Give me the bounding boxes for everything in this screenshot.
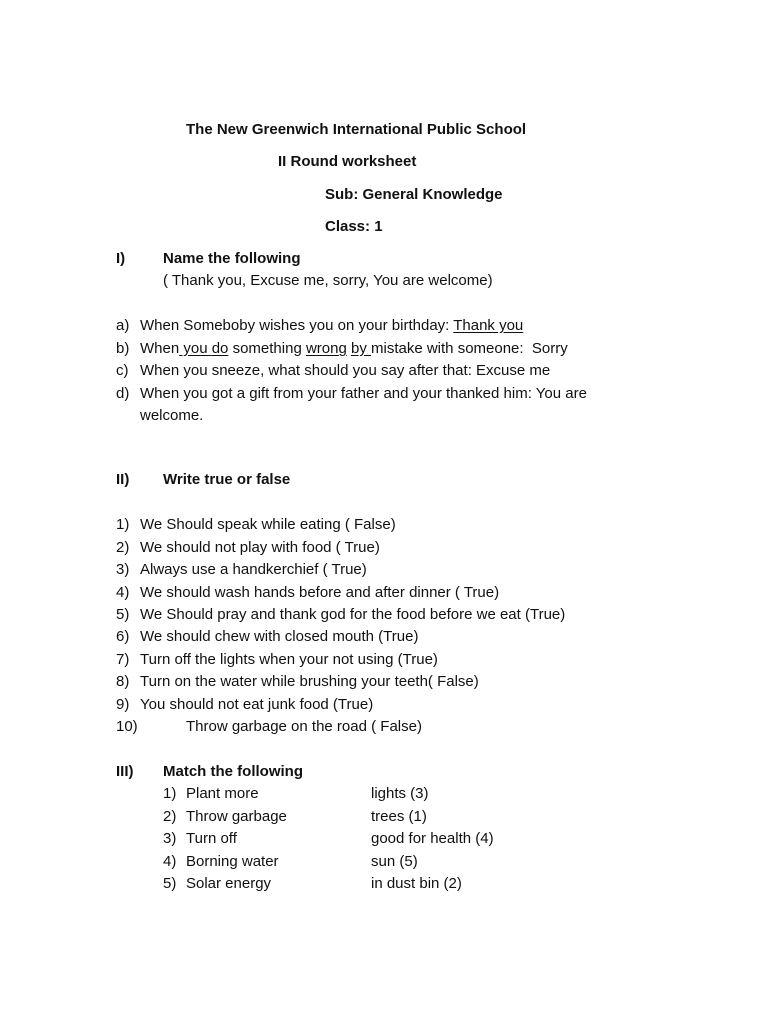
subject-line: Sub: General Knowledge: [325, 186, 503, 203]
class-line: Class: 1: [325, 218, 383, 235]
worksheet-round: II Round worksheet: [278, 153, 417, 170]
section1-title: Name the following: [163, 250, 301, 267]
section3-title: Match the following: [163, 763, 303, 780]
school-name: The New Greenwich International Public School: [186, 121, 527, 138]
list-item-continuation: welcome.: [140, 407, 204, 424]
section2-numeral: II): [116, 471, 130, 488]
section2-title: Write true or false: [163, 471, 291, 488]
section3-numeral: III): [116, 763, 134, 780]
section1-options: ( Thank you, Excuse me, sorry, You are welcome): [163, 272, 493, 289]
section1-numeral: I): [116, 250, 126, 267]
